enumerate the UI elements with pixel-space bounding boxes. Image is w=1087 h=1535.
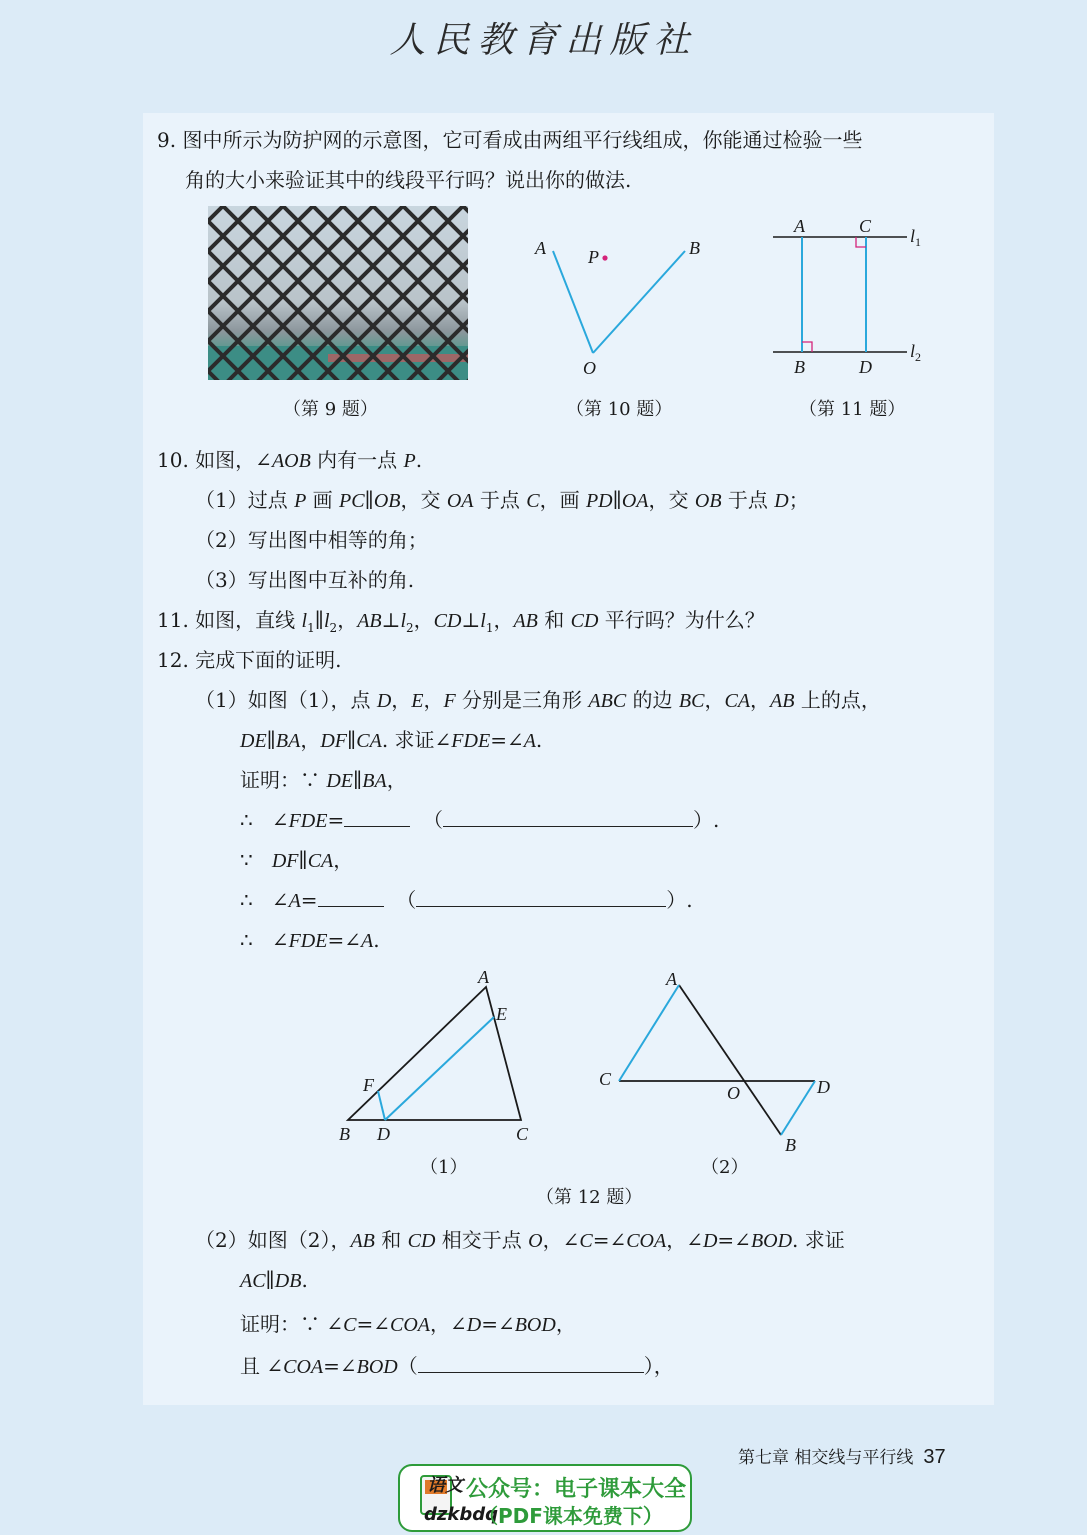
segment-DB (781, 1081, 815, 1135)
watermark-line2: （PDF课本免费下） (478, 1504, 663, 1528)
q9-line2: 角的大小来验证其中的线段平行吗？说出你的做法. (185, 168, 632, 192)
watermark-banner (398, 1464, 692, 1532)
label-E: E (496, 1004, 507, 1024)
q11-line: 11. 如图，直线 $l_1\parallel l_2$，$AB\perp l_2$，$CD\perp l_1$，AB 和 CD 平行吗？为什么？ (157, 608, 765, 635)
logo-text: 语文 (427, 1475, 463, 1496)
fig12-caption: （第 12 题） (536, 1187, 643, 1208)
label-P: P (588, 247, 599, 267)
label-l2: $l_2$ (910, 341, 922, 364)
fig12-2-label: （2） (701, 1157, 749, 1178)
blank-angle-2[interactable] (318, 886, 384, 907)
blank-reason-1[interactable] (443, 806, 693, 827)
q10-sub3: （3）写出图中互补的角. (195, 568, 415, 592)
label-B: B (785, 1135, 796, 1155)
label-C: C (859, 216, 872, 236)
chapter-title: 第七章 相交线与平行线 (738, 1448, 914, 1468)
textbook-page (143, 113, 994, 1405)
page-footer (738, 1443, 946, 1469)
label-A: A (535, 238, 546, 258)
right-angle-C (856, 237, 866, 247)
label-C: C (599, 1069, 612, 1089)
label-F: F (363, 1075, 374, 1095)
fig9-caption: （第 9 题） (283, 399, 378, 420)
q10-sub2: （2）写出图中相等的角； (195, 528, 428, 552)
blank-reason-3[interactable] (418, 1352, 644, 1373)
q12-proof2-step2: 且 ∠COA=∠BOD（ ）， (240, 1354, 674, 1378)
blank-angle-1[interactable] (344, 806, 410, 827)
fig10-caption: （第 10 题） (566, 399, 673, 420)
ray-OA (553, 251, 593, 353)
segment-DF (378, 1091, 385, 1120)
label-O: O (727, 1083, 740, 1103)
label-B: B (339, 1124, 350, 1144)
watermark-line1: 公众号：电子课本大全 (466, 1477, 687, 1502)
q12-proof1-step3: ∵ DF∥CA， (240, 848, 354, 872)
label-D: D (817, 1077, 830, 1097)
label-A: A (666, 969, 677, 989)
q12-proof2-step1: 证明：∵ ∠C=∠COA，∠D=∠BOD， (240, 1312, 576, 1336)
label-B: B (794, 357, 805, 377)
book-icon (416, 1474, 498, 1525)
segment-AC (619, 985, 679, 1081)
fence-photo (208, 206, 468, 380)
l2-subscript: 2 (915, 350, 922, 364)
publisher-logo: 人民教育出版社 (389, 20, 698, 61)
blank-reason-2[interactable] (416, 886, 666, 907)
q12-proof1-step1: 证明：∵ DE∥BA， (240, 768, 407, 792)
label-C: C (516, 1124, 529, 1144)
fig11-caption: （第 11 题） (799, 399, 906, 420)
label-l1: $l_1$ (910, 226, 922, 249)
point-P (602, 255, 607, 260)
fig12-1-label: （1） (420, 1157, 468, 1178)
fig10-diagram (528, 221, 718, 386)
logo-sub: dzkbdq (424, 1504, 498, 1525)
label-O: O (583, 358, 596, 378)
label-A: A (794, 216, 805, 236)
label-B: B (689, 238, 700, 258)
q10-line: 10. 如图，∠AOB 内有一点 P. (157, 448, 423, 472)
q12-proof1-step2: ∴ ∠FDE= （ ）. (240, 808, 720, 832)
q12-proof1-step4: ∴ ∠A= （ ）. (240, 888, 693, 912)
q12-part1-line2: DE∥BA，DF∥CA. 求证∠FDE=∠A. (240, 728, 543, 752)
label-D: D (859, 357, 872, 377)
fig12-2-diagram (593, 965, 833, 1155)
q9-line1: 9. 图中所示为防护网的示意图，它可看成由两组平行线组成，你能通过检验一些 (157, 128, 863, 152)
label-D: D (377, 1124, 390, 1144)
q10-sub1: （1）过点 P 画 PC∥OB，交 OA 于点 C，画 PD∥OA，交 OB 于点 D； (195, 488, 809, 512)
fence-mesh (208, 206, 468, 380)
label-A: A (478, 967, 489, 987)
right-angle-B (802, 342, 812, 352)
q12-proof1-step5: ∴ ∠FDE=∠A. (240, 928, 380, 952)
q12-part2-line1: （2）如图（2），AB 和 CD 相交于点 O，∠C=∠COA，∠D=∠BOD. 求证 (195, 1228, 845, 1252)
q12-part1-line1: （1）如图（1），点 D，E，F 分别是三角形 ABC 的边 BC，CA，AB 上的点， (195, 688, 881, 712)
segment-AB (679, 985, 781, 1135)
page-number: 37 (923, 1446, 946, 1468)
fig12-1-diagram (333, 965, 543, 1155)
q12-part2-line2: AC∥DB. (240, 1268, 308, 1292)
l1-subscript: 1 (915, 235, 922, 249)
q12-title: 12. 完成下面的证明. (157, 648, 342, 672)
ray-OB (593, 251, 685, 353)
fig11-diagram (769, 213, 939, 383)
